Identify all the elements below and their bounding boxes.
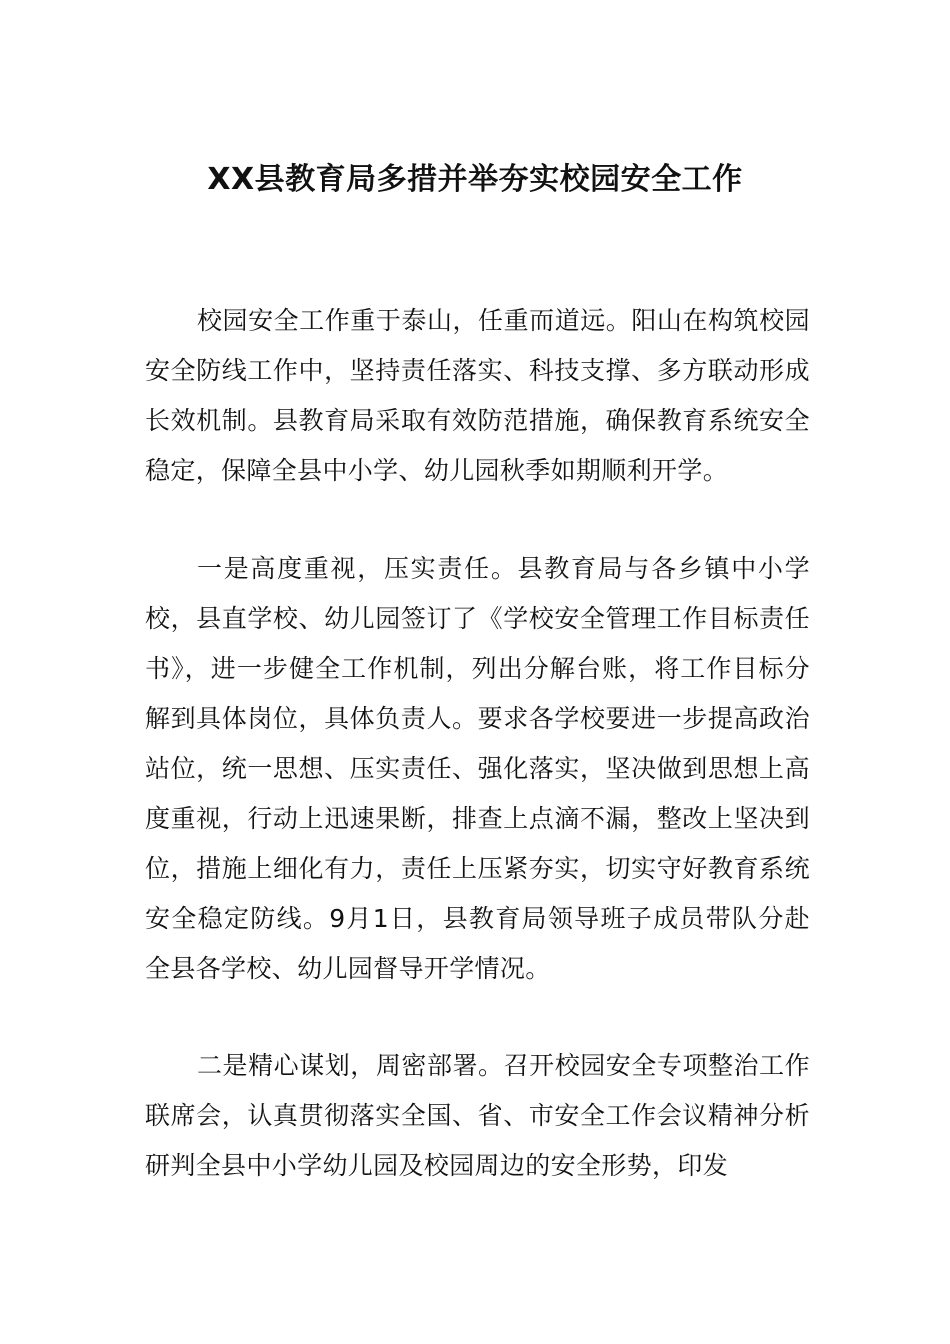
document-title: XX县教育局多措并举夯实校园安全工作 xyxy=(207,162,743,197)
paragraph-intro: 校园安全工作重于泰山，任重而道远。阳山在构筑校园安全防线工作中，坚持责任落实、科技支撑、多方联动形成长效机制。县教育局采取有效防范措施，确保教育系统安全稳定，保障全县中小学、幼儿园秋季如期顺利开学。 xyxy=(145,306,810,485)
paragraph-point-two: 二是精心谋划，周密部署。召开校园安全专项整治工作联席会，认真贯彻落实全国、省、市安全工作会议精神分析研判全县中小学幼儿园及校园周边的安全形势，印发 xyxy=(145,1051,810,1180)
paragraph-point-one: 一是高度重视，压实责任。县教育局与各乡镇中小学校，县直学校、幼儿园签订了《学校安全管理工作目标责任书》，进一步健全工作机制，列出分解台账，将工作目标分解到具体岗位，具体负责人。要求各学校要进一步提高政治站位，统一思想、压实责任、强化落实，坚决做到思想上高度重视，行动上迅速果断，排查上点滴不漏，整改上坚决到位，措施上细化有力，责任上压紧夯实，切实守好教育系统安全稳定防线。9月1日，县教育局领导班子成员带队分赴全县各学校、幼儿园督导开学情况。 xyxy=(145,554,810,983)
